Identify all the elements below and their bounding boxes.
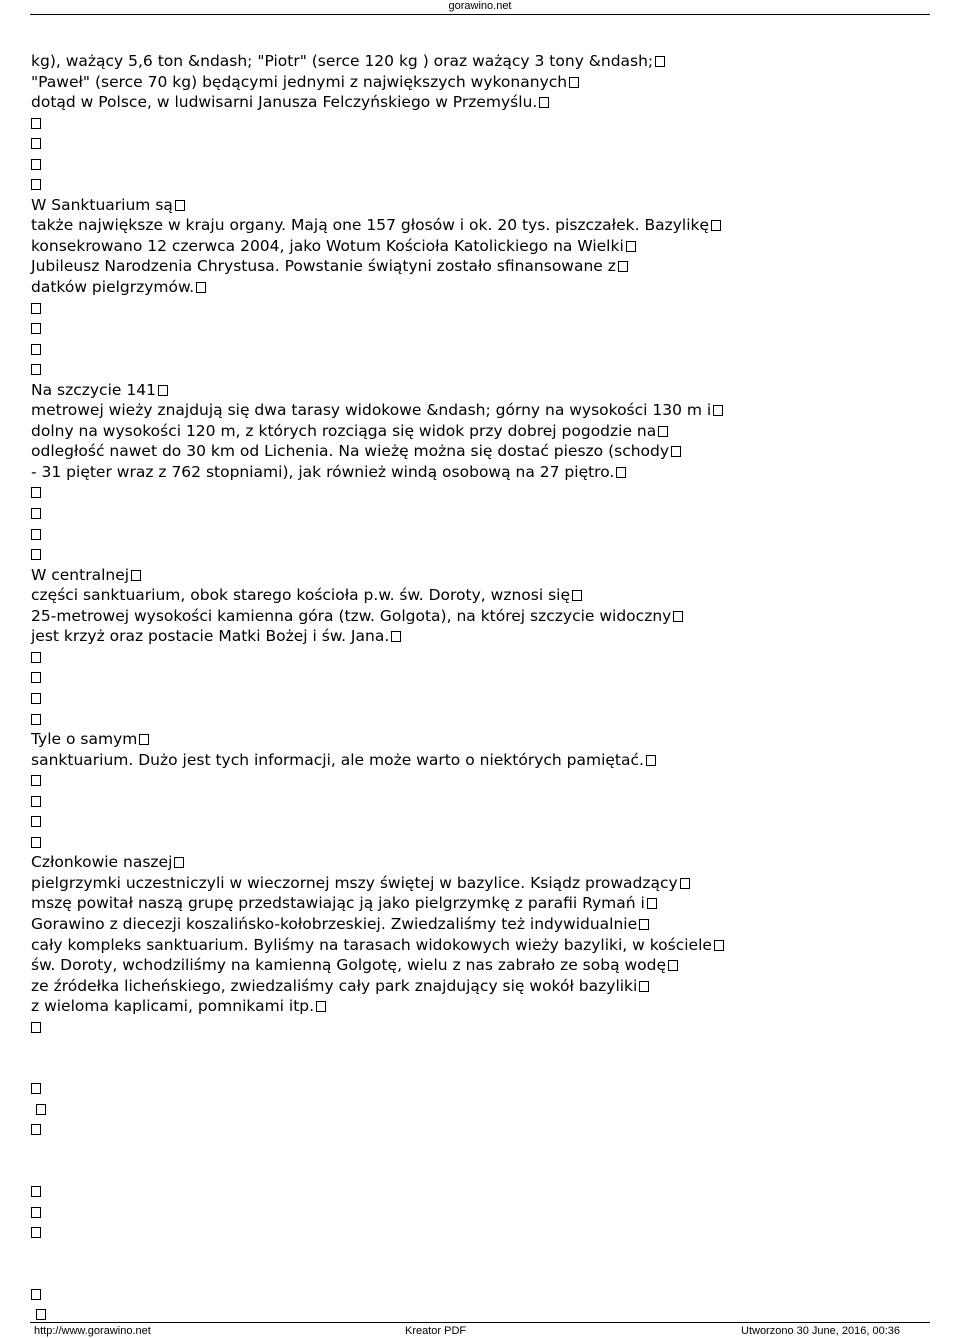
- text-line: [31, 976, 941, 997]
- missing-glyph-box-icon: [569, 77, 579, 88]
- missing-glyph-box-icon: [175, 200, 185, 211]
- missing-glyph-box-icon: [31, 549, 41, 560]
- missing-glyph-box-icon: [31, 487, 41, 498]
- missing-glyph-box-icon: [647, 898, 657, 909]
- text-line-content: Gorawino z diecezji koszalińsko-kołobrzeskiej. Zwiedzaliśmy też indywidualnie: [31, 914, 638, 933]
- footer-creator: Kreator PDF: [405, 1325, 467, 1337]
- text-line: [31, 72, 941, 93]
- missing-glyph-box-icon: [31, 118, 41, 129]
- missing-glyph-box-icon: [131, 570, 141, 581]
- text-line: [31, 1181, 941, 1202]
- text-line: [31, 92, 941, 113]
- missing-glyph-box-icon: [616, 467, 626, 478]
- text-line-content: jest krzyż oraz postacie Matki Bożej i św. Jana.: [31, 627, 390, 646]
- text-line-content: kg), ważący 5,6 ton &ndash; "Piotr" (serce 120 kg ) oraz ważący 3 tony &ndash;: [31, 52, 654, 70]
- missing-glyph-box-icon: [31, 796, 41, 807]
- page-header: [0, 0, 960, 12]
- missing-glyph-box-icon: [673, 611, 683, 622]
- text-line: [31, 51, 941, 72]
- text-line: [31, 1222, 941, 1243]
- text-line: [31, 1202, 941, 1223]
- missing-glyph-box-icon: [31, 179, 41, 190]
- text-line: [31, 606, 941, 627]
- text-line: [31, 133, 941, 154]
- missing-glyph-box-icon: [158, 385, 168, 396]
- text-line: [31, 750, 941, 771]
- text-line-content: św. Doroty, wchodziliśmy na kamienną Golgotę, wielu z nas zabrało ze sobą wodę: [31, 956, 667, 975]
- text-line: [31, 359, 941, 380]
- text-line: [31, 955, 941, 976]
- text-line: [31, 1017, 941, 1038]
- missing-glyph-box-icon: [31, 1186, 41, 1197]
- missing-glyph-box-icon: [31, 508, 41, 519]
- text-line: [31, 482, 941, 503]
- missing-glyph-box-icon: [671, 446, 681, 457]
- text-line: [31, 893, 941, 914]
- missing-glyph-box-icon: [31, 1124, 41, 1135]
- text-line-content: sanktuarium. Dużo jest tych informacji, ale może warto o niektórych pamiętać.: [31, 750, 644, 769]
- missing-glyph-box-icon: [36, 1104, 46, 1115]
- text-line-content: dotąd w Polsce, w ludwisarni Janusza Felczyńskiego w Przemyślu.: [31, 93, 538, 112]
- text-line: [31, 195, 941, 216]
- text-line-content: W Sanktuarium są: [31, 195, 173, 214]
- missing-glyph-box-icon: [646, 755, 656, 766]
- text-line: [31, 1140, 941, 1161]
- text-line: [31, 318, 941, 339]
- text-line-content: datków pielgrzymów.: [31, 278, 195, 297]
- text-line: [31, 1058, 941, 1079]
- text-line: [31, 565, 941, 586]
- missing-glyph-box-icon: [639, 981, 649, 992]
- text-line: [31, 585, 941, 606]
- missing-glyph-box-icon: [31, 775, 41, 786]
- text-line: [31, 298, 941, 319]
- text-line: [31, 1263, 941, 1284]
- missing-glyph-box-icon: [639, 919, 649, 930]
- text-line: [31, 544, 941, 565]
- missing-glyph-box-icon: [31, 693, 41, 704]
- text-line: [31, 996, 941, 1017]
- missing-glyph-box-icon: [658, 426, 668, 437]
- missing-glyph-box-icon: [196, 282, 206, 293]
- text-line: [31, 1243, 941, 1264]
- text-line-content: także największe w kraju organy. Mają one 157 głosów i ok. 20 tys. piszczałek. Bazylikę: [31, 216, 710, 235]
- text-line: [31, 421, 941, 442]
- missing-glyph-box-icon: [174, 857, 184, 868]
- text-line: [31, 667, 941, 688]
- missing-glyph-box-icon: [31, 364, 41, 375]
- text-line: [31, 852, 941, 873]
- missing-glyph-box-icon: [714, 940, 724, 951]
- text-line-content: części sanktuarium, obok starego kościoła p.w. św. Doroty, wznosi się: [31, 586, 570, 605]
- text-line: [31, 791, 941, 812]
- text-line-content: pielgrzymki uczestniczyli w wieczornej mszy świętej w bazylice. Ksiądz prowadzący: [31, 873, 678, 892]
- text-line: [31, 339, 941, 360]
- missing-glyph-box-icon: [711, 220, 721, 231]
- missing-glyph-box-icon: [31, 1083, 41, 1094]
- missing-glyph-box-icon: [31, 303, 41, 314]
- missing-glyph-box-icon: [31, 837, 41, 848]
- text-line: [31, 729, 941, 750]
- text-line-content: W centralnej: [31, 565, 130, 584]
- text-line-content: "Paweł" (serce 70 kg) będącymi jednymi z największych wykonanych: [31, 72, 568, 91]
- document-body: [31, 51, 941, 1325]
- text-line-content: ze źródełka licheńskiego, zwiedzaliśmy cały park znajdujący się wokół bazyliki: [31, 976, 638, 995]
- missing-glyph-box-icon: [31, 1289, 41, 1300]
- text-line: [31, 154, 941, 175]
- missing-glyph-box-icon: [31, 1227, 41, 1238]
- text-line: [31, 709, 941, 730]
- text-line-content: metrowej wieży znajdują się dwa tarasy widokowe &ndash; górny na wysokości 130 m i: [31, 401, 712, 420]
- missing-glyph-box-icon: [655, 56, 665, 67]
- text-line-content: z wieloma kaplicami, pomnikami itp.: [31, 997, 315, 1016]
- text-line: [31, 400, 941, 421]
- text-line: [31, 626, 941, 647]
- missing-glyph-box-icon: [539, 97, 549, 108]
- missing-glyph-box-icon: [31, 652, 41, 663]
- missing-glyph-box-icon: [31, 323, 41, 334]
- missing-glyph-box-icon: [626, 241, 636, 252]
- missing-glyph-box-icon: [31, 138, 41, 149]
- text-line: [31, 503, 941, 524]
- text-line-content: dolny na wysokości 120 m, z których rozciąga się widok przy dobrej pogodzie na: [31, 421, 657, 440]
- text-line: [31, 462, 941, 483]
- text-line: [31, 647, 941, 668]
- missing-glyph-box-icon: [668, 960, 678, 971]
- missing-glyph-box-icon: [680, 878, 690, 889]
- missing-glyph-box-icon: [139, 734, 149, 745]
- text-line-content: Członkowie naszej: [31, 853, 173, 872]
- missing-glyph-box-icon: [31, 529, 41, 540]
- missing-glyph-box-icon: [31, 159, 41, 170]
- missing-glyph-box-icon: [31, 714, 41, 725]
- text-line: [31, 935, 941, 956]
- text-line-content: Tyle o samym: [31, 730, 138, 749]
- missing-glyph-box-icon: [31, 1022, 41, 1033]
- missing-glyph-box-icon: [31, 816, 41, 827]
- page-footer: [0, 1325, 960, 1337]
- text-line-content: konsekrowano 12 czerwca 2004, jako Wotum Kościoła Katolickiego na Wielki: [31, 236, 624, 255]
- missing-glyph-box-icon: [36, 1309, 46, 1320]
- header-divider: [30, 14, 930, 15]
- text-line: [31, 113, 941, 134]
- missing-glyph-box-icon: [618, 261, 628, 272]
- text-line: [31, 1161, 941, 1182]
- text-line-content: 25-metrowej wysokości kamienna góra (tzw. Golgota), na której szczycie widoczny: [31, 606, 672, 625]
- text-line-content: Jubileusz Narodzenia Chrystusa. Powstanie świątyni zostało sfinansowane z: [31, 257, 616, 276]
- missing-glyph-box-icon: [316, 1001, 326, 1012]
- text-line-content: - 31 pięter wraz z 762 stopniami), jak również windą osobową na 27 piętro.: [31, 462, 615, 481]
- text-line-content: cały kompleks sanktuarium. Byliśmy na tarasach widokowych wieży bazyliki, w kościele: [31, 935, 712, 954]
- text-line: [31, 1119, 941, 1140]
- text-line-content: Na szczycie 141: [31, 380, 156, 399]
- text-line: [31, 380, 941, 401]
- footer-divider: [30, 1322, 930, 1323]
- text-line: [31, 914, 941, 935]
- text-line: [31, 811, 941, 832]
- text-line: [31, 1078, 941, 1099]
- footer-created-date: Utworzono 30 June, 2016, 00:36: [741, 1325, 901, 1337]
- missing-glyph-box-icon: [713, 405, 723, 416]
- missing-glyph-box-icon: [391, 631, 401, 642]
- text-line: [31, 174, 941, 195]
- footer-url-link[interactable]: http://www.gorawino.net: [34, 1325, 151, 1337]
- text-line: [31, 236, 941, 257]
- text-line: [31, 873, 941, 894]
- missing-glyph-box-icon: [31, 1207, 41, 1218]
- text-line: [31, 215, 941, 236]
- missing-glyph-box-icon: [31, 672, 41, 683]
- text-line: [31, 1284, 941, 1305]
- text-line-content: mszę powitał naszą grupę przedstawiając ją jako pielgrzymkę z parafii Rymań i: [31, 894, 645, 913]
- text-line: [31, 441, 941, 462]
- text-line: [31, 256, 941, 277]
- text-line: [31, 832, 941, 853]
- missing-glyph-box-icon: [31, 344, 41, 355]
- header-site-name: gorawino.net: [448, 0, 512, 12]
- missing-glyph-box-icon: [572, 590, 582, 601]
- text-line: [31, 1037, 941, 1058]
- text-line: [31, 277, 941, 298]
- text-line-content: odległość nawet do 30 km od Lichenia. Na wieżę można się dostać pieszo (schody: [31, 442, 670, 461]
- text-line: [31, 770, 941, 791]
- text-line: [31, 1099, 941, 1120]
- text-line: [31, 524, 941, 545]
- text-line: [31, 688, 941, 709]
